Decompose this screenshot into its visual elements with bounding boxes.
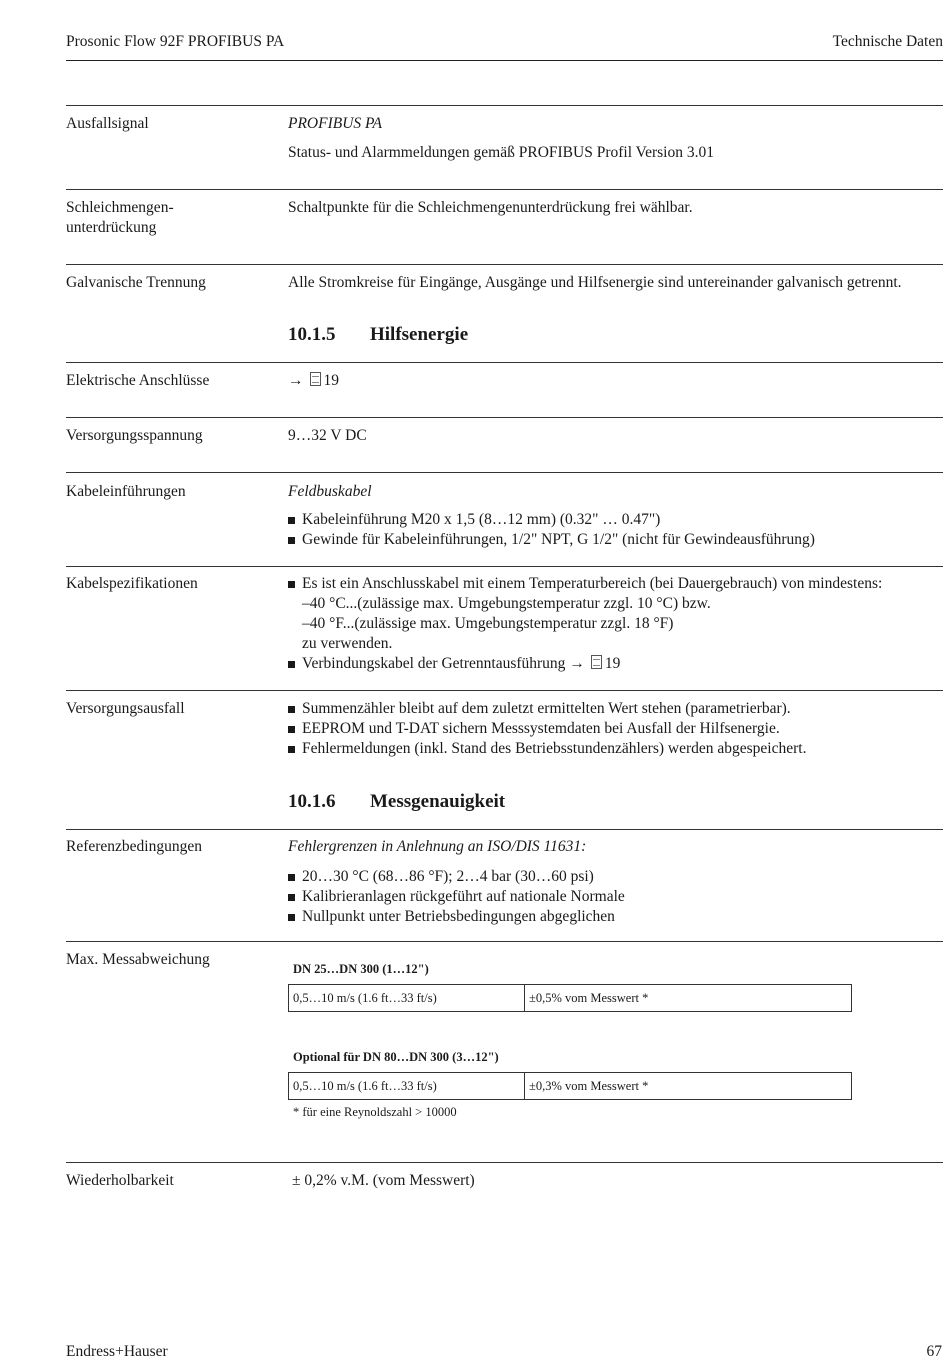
page-number: 67 [926, 1343, 942, 1360]
list-item: Fehlermeldungen (inkl. Stand des Betriebsstundenzählers) werden abgespeichert. [288, 739, 806, 759]
list-item [288, 574, 882, 654]
arrow-right-icon: → [288, 372, 304, 389]
list-item: Kalibrieranlagen rückgeführt auf nationale Normale [288, 887, 625, 907]
row-label-messabweichung: Max. Messabweichung [66, 951, 210, 968]
table-row [289, 1073, 852, 1100]
table-title: Optional für DN 80…DN 300 (3…12") [293, 1050, 499, 1064]
list-item [288, 654, 882, 674]
galvanische-text: Alle Stromkreise für Eingänge, Ausgänge und Hilfsenergie sind untereinander galvanisch getrennt. [288, 274, 902, 291]
row-label-referenz: Referenzbedingungen [66, 838, 202, 855]
row-label-galvanische: Galvanische Trennung [66, 274, 206, 291]
table-title: DN 25…DN 300 (1…12") [293, 962, 429, 976]
section-title: Hilfsenergie [370, 324, 469, 345]
table-cell: ±0,5% vom Messwert * [525, 985, 852, 1012]
row-label-versorgungsspannung: Versorgungsspannung [66, 427, 203, 444]
divider [66, 690, 943, 691]
section-heading-hilfsenergie [288, 324, 468, 346]
row-label-schleichmengen-2: unterdrückung [66, 219, 157, 236]
schleichmengen-text: Schaltpunkte für die Schleichmengenunterdrückung frei wählbar. [288, 199, 693, 216]
section-number: 10.1.5 [288, 324, 336, 345]
page-icon [310, 372, 321, 386]
arrow-right-icon: → [569, 655, 585, 672]
table-row [289, 985, 852, 1012]
ausfallsignal-subtitle: PROFIBUS PA [288, 115, 382, 132]
wiederholbarkeit-text: ± 0,2% v.M. (vom Messwert) [292, 1172, 475, 1189]
referenz-subtitle: Fehlergrenzen in Anlehnung an ISO/DIS 11631: [288, 838, 587, 855]
divider [66, 472, 943, 473]
divider [66, 941, 943, 942]
divider [66, 189, 943, 190]
table-cell: 0,5…10 m/s (1.6 ft…33 ft/s) [289, 1073, 525, 1100]
page-ref: 19 [323, 372, 339, 389]
list-item: Summenzähler bleibt auf dem zuletzt ermittelten Wert stehen (parametrierbar). [288, 699, 806, 719]
elektrische-ref[interactable] [288, 371, 339, 391]
ausfallsignal-text: Status- und Alarmmeldungen gemäß PROFIBUS Profil Version 3.01 [288, 144, 714, 161]
accuracy-table-standard [288, 984, 852, 1012]
list-item-line: –40 °C...(zulässige max. Umgebungstemperatur zzgl. 10 °C) bzw. [302, 595, 711, 612]
row-label-wiederholbarkeit: Wiederholbarkeit [66, 1172, 174, 1189]
row-label-elektrische: Elektrische Anschlüsse [66, 372, 210, 389]
row-label-ausfallsignal: Ausfallsignal [66, 115, 149, 132]
divider [66, 829, 943, 830]
table-cell: ±0,3% vom Messwert * [525, 1073, 852, 1100]
list-item-line: zu verwenden. [302, 635, 393, 652]
row-label-schleichmengen-1: Schleichmengen- [66, 199, 174, 216]
divider [66, 566, 943, 567]
divider [66, 264, 943, 265]
list-item: EEPROM und T-DAT sichern Messsystemdaten bei Ausfall der Hilfsenergie. [288, 719, 806, 739]
accuracy-table-optional [288, 1072, 852, 1100]
divider [66, 362, 943, 363]
row-label-kabeleinfuehrungen: Kabeleinführungen [66, 483, 186, 500]
list-item: Kabeleinführung M20 x 1,5 (8…12 mm) (0.32" … 0.47") [288, 510, 815, 530]
divider [66, 1162, 943, 1163]
section-title: Messgenauigkeit [370, 791, 506, 812]
kabeleinfuehrungen-list [288, 510, 815, 550]
section-number: 10.1.6 [288, 791, 336, 812]
page-ref[interactable]: 19 [604, 655, 621, 672]
page-icon [591, 655, 602, 669]
versorgungsausfall-list [288, 699, 806, 759]
table-footnote: * für eine Reynoldszahl > 10000 [293, 1105, 457, 1119]
versorgungsspannung-text: 9…32 V DC [288, 427, 367, 444]
row-label-kabelspez: Kabelspezifikationen [66, 575, 198, 592]
list-item-text: Verbindungskabel der Getrenntausführung [302, 655, 566, 672]
kabelspez-list [288, 574, 882, 674]
header-section: Technische Daten [832, 33, 943, 50]
divider [66, 105, 943, 106]
referenz-list [288, 867, 625, 927]
table-cell: 0,5…10 m/s (1.6 ft…33 ft/s) [289, 985, 525, 1012]
header-rule [66, 60, 943, 61]
list-item-line: –40 °F...(zulässige max. Umgebungstemperatur zzgl. 18 °F) [302, 615, 674, 632]
section-heading-messgenauigkeit [288, 791, 505, 813]
header-title: Prosonic Flow 92F PROFIBUS PA [66, 33, 285, 50]
kabeleinfuehrungen-subtitle: Feldbuskabel [288, 483, 372, 500]
list-item: Nullpunkt unter Betriebsbedingungen abgeglichen [288, 907, 625, 927]
divider [66, 417, 943, 418]
list-item-line: Es ist ein Anschlusskabel mit einem Temperaturbereich (bei Dauergebrauch) von mindestens: [302, 575, 883, 592]
footer-brand: Endress+Hauser [66, 1343, 168, 1360]
list-item: 20…30 °C (68…86 °F); 2…4 bar (30…60 psi) [288, 867, 625, 887]
row-label-versorgungsausfall: Versorgungsausfall [66, 700, 185, 717]
list-item: Gewinde für Kabeleinführungen, 1/2" NPT, G 1/2" (nicht für Gewindeausführung) [288, 530, 815, 550]
